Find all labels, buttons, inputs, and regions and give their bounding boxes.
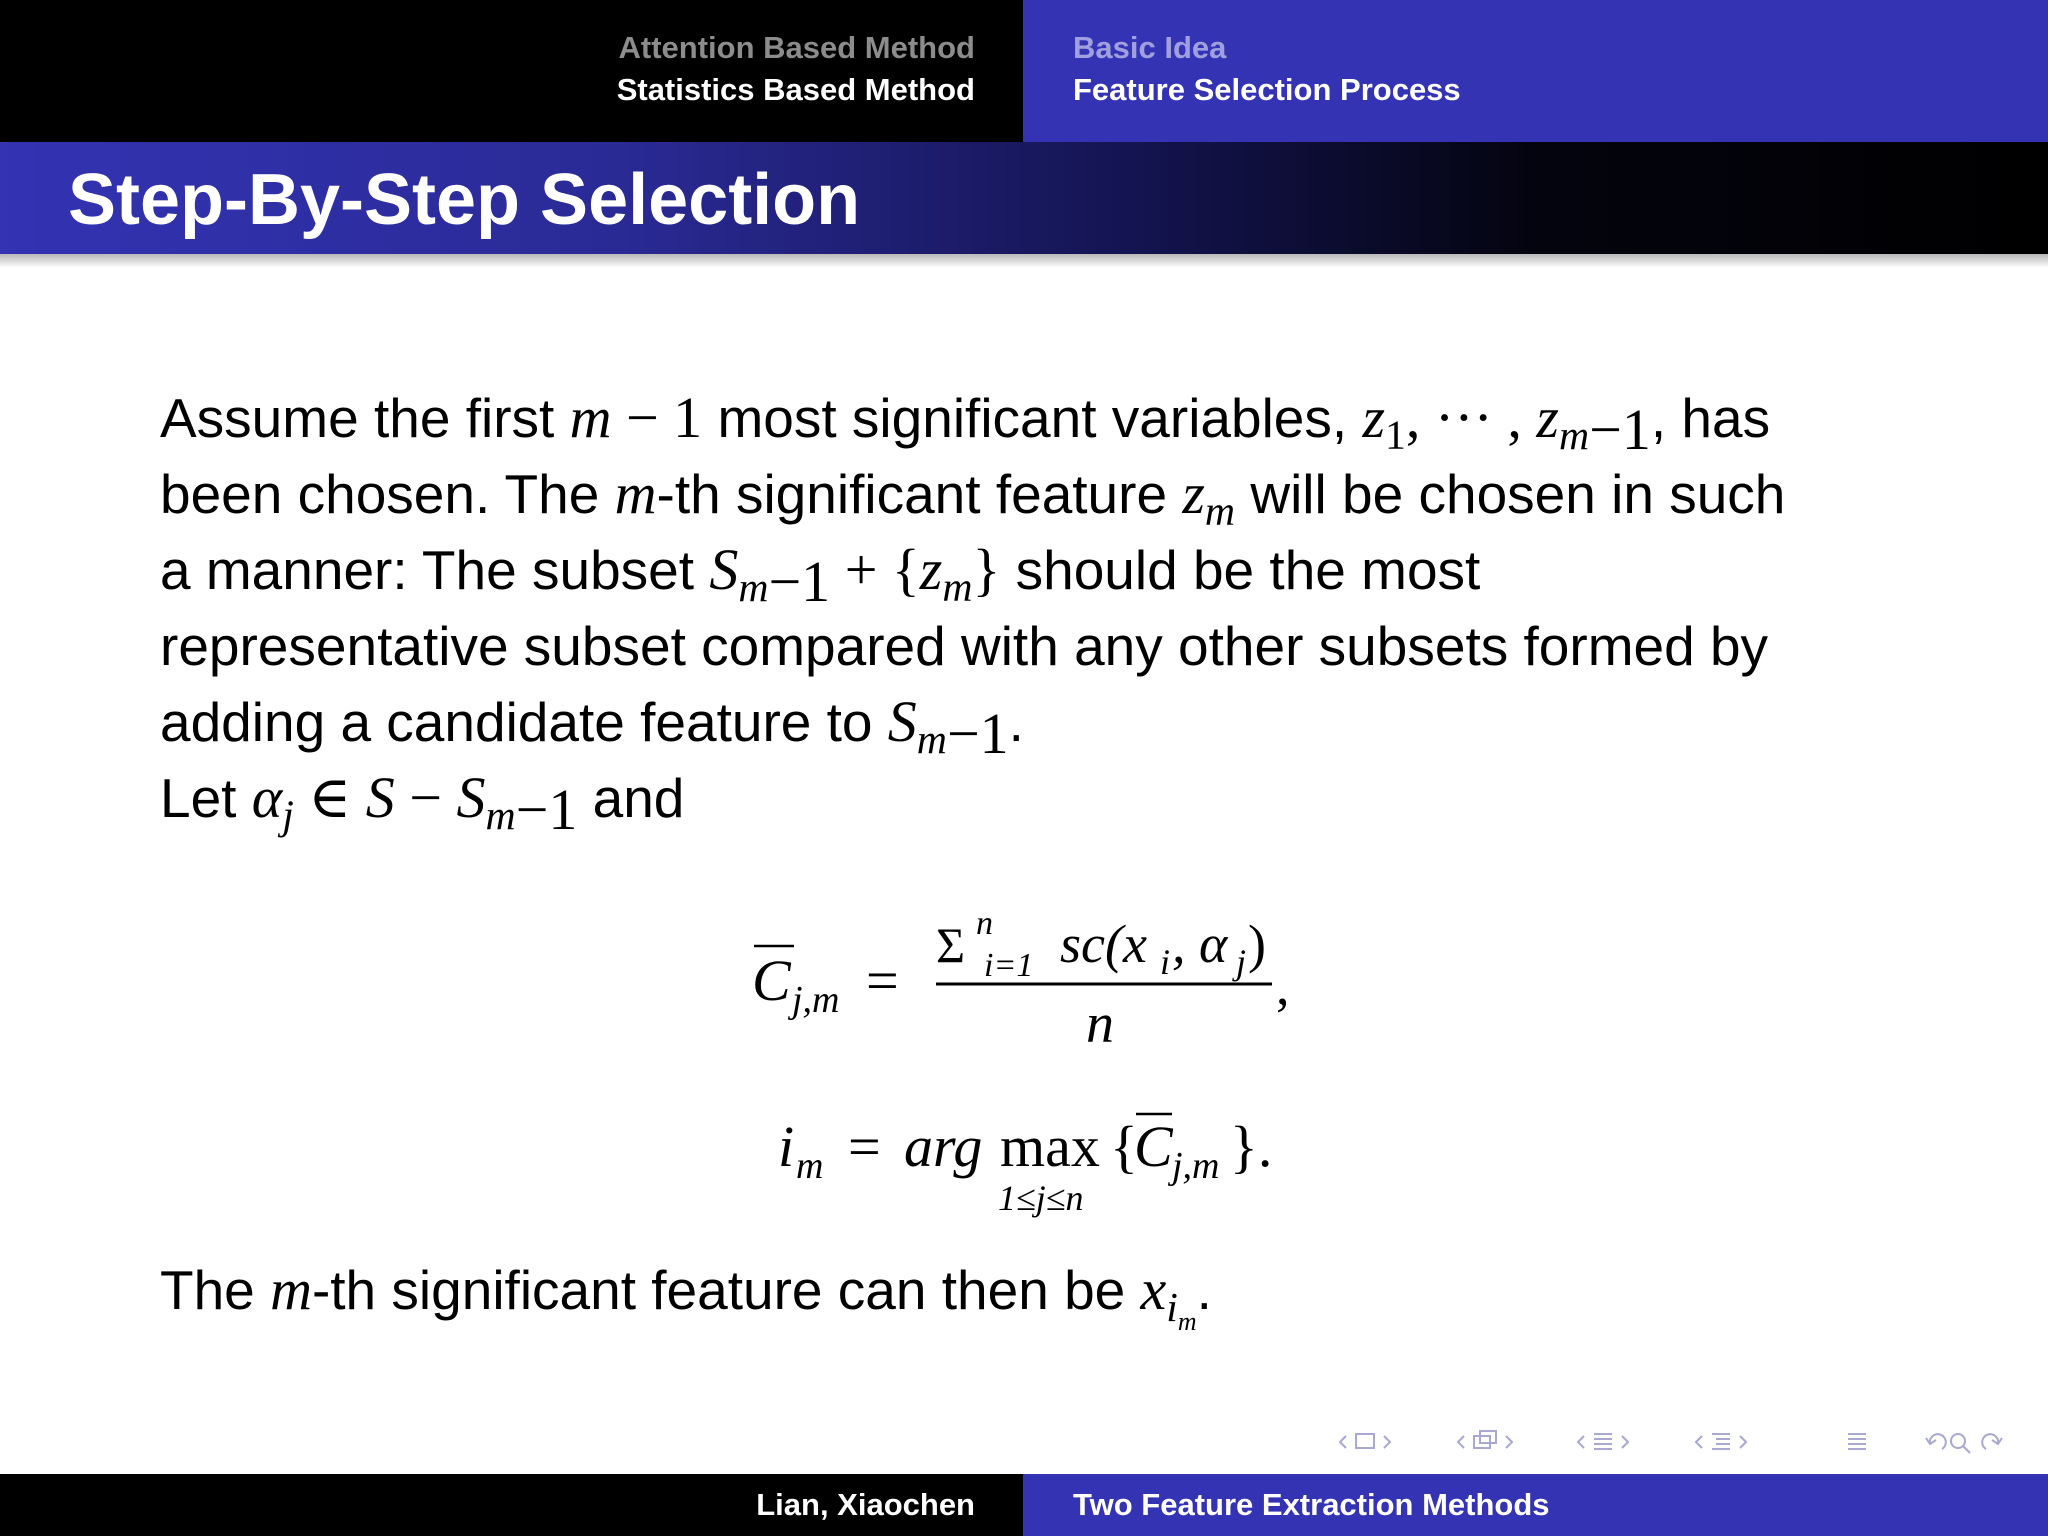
body-text: adding a candidate feature to <box>160 691 888 753</box>
arrow-left-icon[interactable] <box>1458 1436 1464 1448</box>
section-icon[interactable] <box>1594 1434 1612 1449</box>
body-text: . <box>1008 691 1024 753</box>
navigation-symbols <box>1330 1422 2030 1466</box>
undo-icon[interactable] <box>1926 1434 1946 1449</box>
body-line-2 <box>160 456 1900 535</box>
math-m: m <box>270 1257 312 1322</box>
section-list <box>0 0 1023 142</box>
math-z-m: $z_m$ <box>1182 461 1236 535</box>
body-text: and <box>577 767 685 829</box>
frame-icon[interactable] <box>1356 1434 1374 1448</box>
arrow-right-icon[interactable] <box>1622 1436 1628 1448</box>
eq2-open: { <box>1110 1114 1138 1179</box>
section-link-attention[interactable]: Attention Based Method <box>618 30 975 65</box>
footer-author: Lian, Xiaochen <box>756 1487 975 1522</box>
eq1-num-x-sub: i <box>1160 942 1171 982</box>
eq2-lhs: i <box>778 1114 795 1179</box>
arrow-left-icon[interactable] <box>1340 1436 1346 1448</box>
body-text: most significant variables, <box>702 387 1363 449</box>
subsection-icon[interactable] <box>1712 1434 1730 1449</box>
math-alpha-expr: $\alpha_j$ ∈ $S - S_{m-1}$ <box>251 765 578 842</box>
subsection-list <box>1023 0 2048 142</box>
equation-argmax <box>776 1110 1296 1220</box>
redo-icon[interactable] <box>1982 1434 2002 1449</box>
body-text: should be the most <box>1000 539 1481 601</box>
subsection-link-basic-idea[interactable]: Basic Idea <box>1073 30 1227 65</box>
footline <box>0 1474 2048 1536</box>
body-line-1 <box>160 380 1900 462</box>
equation-2-svg <box>776 1110 1296 1220</box>
eq1-sum-sub: i=1 <box>984 947 1034 984</box>
arrow-right-icon[interactable] <box>1384 1436 1390 1448</box>
eq1-sum-sup: n <box>976 905 993 942</box>
arrow-left-icon[interactable] <box>1578 1436 1584 1448</box>
body-text: will be chosen in such <box>1235 463 1786 525</box>
eq1-num-expr: sc(x <box>1060 914 1147 974</box>
footer-author-box <box>0 1474 1023 1536</box>
math-subset-expr: $S_{m-1} + \{z_m\}$ <box>709 537 1001 614</box>
eq1-num-a-sub: j <box>1236 942 1247 982</box>
slide-conclusion <box>160 1252 1900 1336</box>
body-text: The <box>160 1259 271 1321</box>
body-line-4 <box>160 608 1900 684</box>
body-line-5 <box>160 684 1900 766</box>
eq1-num-mid: , α <box>1172 914 1228 974</box>
title-shadow <box>0 254 2048 268</box>
body-text: representative subset compared with any other subsets formed by <box>160 615 1769 677</box>
eq1-lhs-sub: j,m <box>792 979 840 1021</box>
section-navigation-bar <box>0 0 2048 142</box>
frames-icon[interactable] <box>1474 1431 1496 1448</box>
body-text: -th significant feature can then be <box>311 1259 1141 1321</box>
body-line-6 <box>160 760 1900 842</box>
eq2-max: max <box>1000 1114 1100 1179</box>
align-icon[interactable] <box>1848 1434 1866 1449</box>
body-text: been chosen. The <box>160 463 615 525</box>
body-text: Assume the first <box>160 387 570 449</box>
equation-mean-correlation <box>752 900 1312 1060</box>
arrow-left-icon[interactable] <box>1696 1436 1702 1448</box>
arrow-right-icon[interactable] <box>1740 1436 1746 1448</box>
frame-title-bar <box>0 142 2048 254</box>
eq2-max-sub: 1≤j≤n <box>998 1178 1084 1218</box>
math-m-minus-1: m − 1 <box>569 385 703 450</box>
eq1-den: n <box>1086 993 1114 1055</box>
body-text: -th significant feature <box>656 463 1183 525</box>
eq1-lhs: C <box>752 948 791 1013</box>
equation-1-svg <box>752 900 1312 1060</box>
eq2-close: }. <box>1230 1114 1273 1179</box>
body-line-3 <box>160 532 1900 614</box>
math-x-im: $x_{i_m}$ <box>1140 1257 1197 1336</box>
eq2-c: C <box>1134 1114 1173 1179</box>
eq1-trail: , <box>1276 956 1290 1016</box>
footer-title-box <box>1023 1474 2048 1536</box>
math-S-m-minus-1: $S_{m-1}$ <box>887 689 1009 766</box>
eq1-sum: Σ <box>936 917 966 973</box>
eq1-num-close: ) <box>1248 914 1266 974</box>
footer-talk-title: Two Feature Extraction Methods <box>1073 1487 1550 1522</box>
slide-body <box>160 380 1900 842</box>
eq1-equals: = <box>866 948 899 1013</box>
subsection-link-feature-selection[interactable]: Feature Selection Process <box>1073 72 1461 107</box>
search-icon[interactable] <box>1951 1434 1970 1453</box>
body-line-7 <box>160 1252 1900 1336</box>
math-m: m <box>614 461 657 526</box>
body-text: . <box>1196 1259 1212 1321</box>
eq2-lhs-sub: m <box>796 1145 824 1187</box>
body-text: Let <box>160 767 252 829</box>
eq2-equals: = <box>848 1114 881 1179</box>
nav-symbols-svg <box>1330 1422 2030 1466</box>
eq2-arg: arg <box>904 1114 983 1179</box>
eq2-c-sub: j,m <box>1172 1145 1220 1187</box>
arrow-right-icon[interactable] <box>1506 1436 1512 1448</box>
body-text: a manner: The subset <box>160 539 710 601</box>
section-link-statistics[interactable]: Statistics Based Method <box>616 72 975 107</box>
body-text: , has <box>1650 387 1771 449</box>
math-z-list: $z_1$, ··· , $z_{m-1}$ <box>1362 385 1651 462</box>
frame-title: Step-By-Step Selection <box>68 160 861 240</box>
